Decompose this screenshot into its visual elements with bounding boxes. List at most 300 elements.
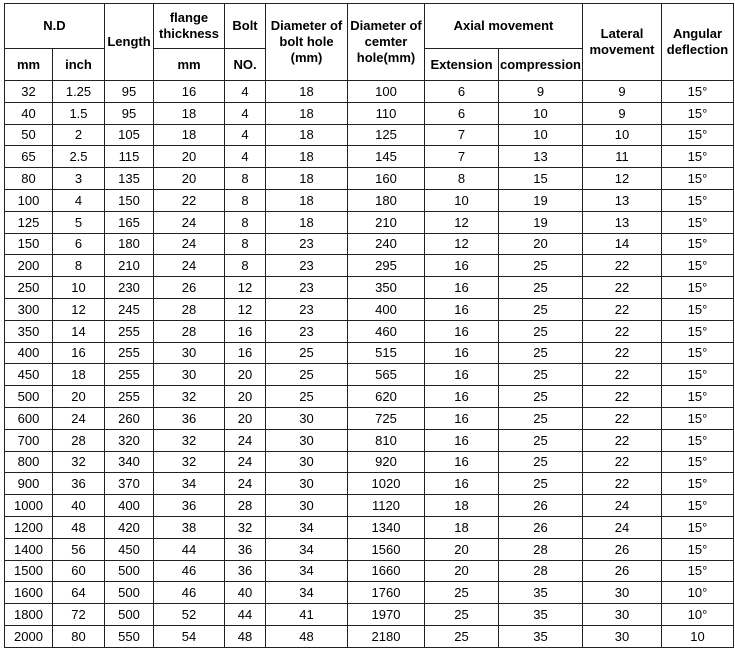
table-row (5, 516, 734, 538)
cell-axial-compression: 25 (499, 386, 583, 408)
table-row (5, 538, 734, 560)
cell-axial-extension: 7 (425, 146, 499, 168)
cell-lateral-movement: 26 (583, 560, 662, 582)
header-axial-movement: Axial movement (425, 4, 583, 49)
cell-center-hole-diameter: 1760 (348, 582, 425, 604)
cell-angular-deflection: 15° (662, 342, 734, 364)
cell-bolt-hole-diameter: 48 (266, 625, 348, 647)
cell-length: 135 (105, 168, 154, 190)
cell-angular-deflection: 15° (662, 320, 734, 342)
table-header (5, 4, 734, 81)
cell-flange-thickness: 36 (154, 495, 225, 517)
table-row (5, 560, 734, 582)
cell-axial-compression: 25 (499, 451, 583, 473)
table-row (5, 625, 734, 647)
cell-bolt-hole-diameter: 18 (266, 211, 348, 233)
cell-axial-compression: 10 (499, 124, 583, 146)
cell-angular-deflection: 15° (662, 538, 734, 560)
cell-axial-extension: 25 (425, 582, 499, 604)
cell-nd-mm: 300 (5, 298, 53, 320)
cell-nd-inch: 60 (53, 560, 105, 582)
cell-axial-compression: 25 (499, 429, 583, 451)
cell-flange-thickness: 46 (154, 582, 225, 604)
cell-bolt-count: 20 (225, 386, 266, 408)
table-row (5, 189, 734, 211)
cell-axial-extension: 10 (425, 189, 499, 211)
cell-axial-extension: 25 (425, 625, 499, 647)
cell-center-hole-diameter: 180 (348, 189, 425, 211)
cell-bolt-count: 40 (225, 582, 266, 604)
cell-bolt-count: 4 (225, 81, 266, 103)
cell-nd-mm: 1000 (5, 495, 53, 517)
cell-length: 255 (105, 386, 154, 408)
cell-axial-compression: 28 (499, 538, 583, 560)
cell-flange-thickness: 32 (154, 429, 225, 451)
cell-center-hole-diameter: 350 (348, 277, 425, 299)
cell-nd-inch: 80 (53, 625, 105, 647)
cell-bolt-hole-diameter: 23 (266, 298, 348, 320)
table-row (5, 298, 734, 320)
specification-table (4, 3, 734, 648)
cell-angular-deflection: 15° (662, 516, 734, 538)
cell-axial-compression: 35 (499, 625, 583, 647)
spec-table-container (4, 3, 734, 648)
cell-nd-mm: 1800 (5, 604, 53, 626)
cell-bolt-hole-diameter: 23 (266, 320, 348, 342)
cell-bolt-hole-diameter: 34 (266, 538, 348, 560)
cell-nd-inch: 40 (53, 495, 105, 517)
cell-center-hole-diameter: 515 (348, 342, 425, 364)
cell-lateral-movement: 22 (583, 255, 662, 277)
cell-bolt-count: 32 (225, 516, 266, 538)
cell-center-hole-diameter: 240 (348, 233, 425, 255)
cell-nd-mm: 80 (5, 168, 53, 190)
cell-axial-extension: 16 (425, 386, 499, 408)
cell-axial-extension: 16 (425, 407, 499, 429)
cell-lateral-movement: 9 (583, 102, 662, 124)
cell-nd-mm: 1400 (5, 538, 53, 560)
cell-axial-extension: 18 (425, 495, 499, 517)
cell-bolt-count: 16 (225, 342, 266, 364)
cell-lateral-movement: 26 (583, 538, 662, 560)
cell-axial-compression: 10 (499, 102, 583, 124)
cell-length: 420 (105, 516, 154, 538)
table-row (5, 124, 734, 146)
cell-axial-extension: 16 (425, 277, 499, 299)
table-row (5, 102, 734, 124)
cell-nd-mm: 250 (5, 277, 53, 299)
cell-center-hole-diameter: 1120 (348, 495, 425, 517)
cell-bolt-count: 8 (225, 255, 266, 277)
cell-flange-thickness: 30 (154, 364, 225, 386)
table-row (5, 342, 734, 364)
cell-length: 255 (105, 342, 154, 364)
cell-flange-thickness: 24 (154, 211, 225, 233)
cell-angular-deflection: 15° (662, 429, 734, 451)
cell-length: 500 (105, 604, 154, 626)
cell-length: 450 (105, 538, 154, 560)
cell-bolt-count: 8 (225, 189, 266, 211)
cell-nd-inch: 48 (53, 516, 105, 538)
cell-bolt-hole-diameter: 34 (266, 516, 348, 538)
cell-lateral-movement: 10 (583, 124, 662, 146)
table-row (5, 582, 734, 604)
cell-nd-mm: 800 (5, 451, 53, 473)
cell-length: 245 (105, 298, 154, 320)
cell-axial-compression: 25 (499, 255, 583, 277)
cell-bolt-count: 24 (225, 451, 266, 473)
cell-lateral-movement: 30 (583, 625, 662, 647)
cell-lateral-movement: 9 (583, 81, 662, 103)
cell-center-hole-diameter: 210 (348, 211, 425, 233)
cell-bolt-count: 48 (225, 625, 266, 647)
table-row (5, 81, 734, 103)
cell-flange-thickness: 34 (154, 473, 225, 495)
table-row (5, 277, 734, 299)
cell-flange-thickness: 30 (154, 342, 225, 364)
cell-lateral-movement: 30 (583, 582, 662, 604)
cell-flange-thickness: 44 (154, 538, 225, 560)
cell-angular-deflection: 10° (662, 604, 734, 626)
cell-flange-thickness: 54 (154, 625, 225, 647)
cell-axial-compression: 15 (499, 168, 583, 190)
table-row (5, 211, 734, 233)
cell-flange-thickness: 26 (154, 277, 225, 299)
cell-bolt-hole-diameter: 30 (266, 495, 348, 517)
cell-center-hole-diameter: 460 (348, 320, 425, 342)
cell-bolt-count: 24 (225, 429, 266, 451)
cell-bolt-hole-diameter: 18 (266, 146, 348, 168)
cell-axial-extension: 16 (425, 429, 499, 451)
cell-center-hole-diameter: 920 (348, 451, 425, 473)
cell-length: 210 (105, 255, 154, 277)
cell-bolt-hole-diameter: 30 (266, 451, 348, 473)
cell-nd-inch: 1.25 (53, 81, 105, 103)
cell-flange-thickness: 32 (154, 451, 225, 473)
cell-axial-compression: 28 (499, 560, 583, 582)
cell-nd-inch: 24 (53, 407, 105, 429)
cell-center-hole-diameter: 2180 (348, 625, 425, 647)
cell-bolt-hole-diameter: 25 (266, 386, 348, 408)
cell-lateral-movement: 22 (583, 277, 662, 299)
cell-bolt-hole-diameter: 34 (266, 582, 348, 604)
subheader-mm: mm (5, 49, 53, 81)
cell-axial-extension: 16 (425, 320, 499, 342)
cell-bolt-count: 24 (225, 473, 266, 495)
cell-angular-deflection: 15° (662, 124, 734, 146)
cell-bolt-count: 4 (225, 124, 266, 146)
cell-lateral-movement: 13 (583, 211, 662, 233)
cell-axial-compression: 19 (499, 211, 583, 233)
cell-lateral-movement: 22 (583, 342, 662, 364)
cell-angular-deflection: 15° (662, 189, 734, 211)
table-row (5, 320, 734, 342)
cell-nd-inch: 64 (53, 582, 105, 604)
cell-bolt-hole-diameter: 18 (266, 168, 348, 190)
cell-length: 500 (105, 560, 154, 582)
cell-lateral-movement: 22 (583, 429, 662, 451)
cell-bolt-count: 4 (225, 102, 266, 124)
cell-lateral-movement: 22 (583, 473, 662, 495)
cell-axial-compression: 9 (499, 81, 583, 103)
cell-axial-extension: 25 (425, 604, 499, 626)
cell-nd-mm: 500 (5, 386, 53, 408)
cell-angular-deflection: 15° (662, 298, 734, 320)
cell-lateral-movement: 22 (583, 364, 662, 386)
cell-lateral-movement: 24 (583, 495, 662, 517)
cell-axial-extension: 8 (425, 168, 499, 190)
cell-axial-compression: 19 (499, 189, 583, 211)
cell-angular-deflection: 15° (662, 560, 734, 582)
cell-bolt-hole-diameter: 34 (266, 560, 348, 582)
cell-lateral-movement: 30 (583, 604, 662, 626)
header-bolt: Bolt (225, 4, 266, 49)
cell-nd-mm: 1500 (5, 560, 53, 582)
cell-nd-mm: 125 (5, 211, 53, 233)
cell-angular-deflection: 15° (662, 386, 734, 408)
cell-bolt-count: 8 (225, 233, 266, 255)
cell-length: 255 (105, 320, 154, 342)
cell-angular-deflection: 15° (662, 81, 734, 103)
cell-nd-mm: 50 (5, 124, 53, 146)
cell-flange-thickness: 24 (154, 233, 225, 255)
header-diameter-bolt-hole: Diameter of bolt hole (mm) (266, 4, 348, 81)
cell-nd-inch: 6 (53, 233, 105, 255)
cell-nd-mm: 350 (5, 320, 53, 342)
cell-angular-deflection: 15° (662, 364, 734, 386)
cell-axial-compression: 35 (499, 582, 583, 604)
cell-nd-mm: 65 (5, 146, 53, 168)
header-length: Length (105, 4, 154, 81)
cell-lateral-movement: 22 (583, 451, 662, 473)
cell-lateral-movement: 13 (583, 189, 662, 211)
cell-center-hole-diameter: 400 (348, 298, 425, 320)
cell-nd-mm: 400 (5, 342, 53, 364)
cell-bolt-hole-diameter: 23 (266, 255, 348, 277)
cell-lateral-movement: 14 (583, 233, 662, 255)
table-row (5, 146, 734, 168)
cell-bolt-count: 8 (225, 211, 266, 233)
subheader-inch: inch (53, 49, 105, 81)
cell-axial-compression: 20 (499, 233, 583, 255)
cell-axial-compression: 25 (499, 364, 583, 386)
cell-center-hole-diameter: 620 (348, 386, 425, 408)
cell-bolt-hole-diameter: 23 (266, 277, 348, 299)
table-row (5, 407, 734, 429)
cell-length: 340 (105, 451, 154, 473)
cell-axial-extension: 18 (425, 516, 499, 538)
cell-flange-thickness: 32 (154, 386, 225, 408)
cell-angular-deflection: 15° (662, 102, 734, 124)
table-row (5, 364, 734, 386)
cell-center-hole-diameter: 1340 (348, 516, 425, 538)
cell-length: 95 (105, 102, 154, 124)
cell-nd-mm: 700 (5, 429, 53, 451)
cell-bolt-count: 44 (225, 604, 266, 626)
cell-bolt-hole-diameter: 30 (266, 429, 348, 451)
cell-lateral-movement: 11 (583, 146, 662, 168)
cell-axial-extension: 12 (425, 211, 499, 233)
cell-angular-deflection: 10° (662, 582, 734, 604)
cell-lateral-movement: 12 (583, 168, 662, 190)
cell-nd-inch: 3 (53, 168, 105, 190)
cell-length: 320 (105, 429, 154, 451)
header-nd: N.D (5, 4, 105, 49)
cell-center-hole-diameter: 145 (348, 146, 425, 168)
cell-bolt-count: 12 (225, 298, 266, 320)
cell-axial-compression: 13 (499, 146, 583, 168)
table-body (5, 81, 734, 648)
cell-flange-thickness: 38 (154, 516, 225, 538)
cell-bolt-hole-diameter: 30 (266, 407, 348, 429)
cell-nd-inch: 18 (53, 364, 105, 386)
cell-nd-mm: 450 (5, 364, 53, 386)
cell-angular-deflection: 15° (662, 255, 734, 277)
cell-center-hole-diameter: 110 (348, 102, 425, 124)
cell-center-hole-diameter: 1020 (348, 473, 425, 495)
cell-nd-inch: 56 (53, 538, 105, 560)
cell-nd-inch: 28 (53, 429, 105, 451)
subheader-flange-unit: mm (154, 49, 225, 81)
cell-bolt-hole-diameter: 18 (266, 189, 348, 211)
cell-bolt-hole-diameter: 18 (266, 102, 348, 124)
cell-axial-compression: 25 (499, 320, 583, 342)
cell-axial-compression: 25 (499, 473, 583, 495)
cell-bolt-count: 8 (225, 168, 266, 190)
cell-axial-extension: 16 (425, 342, 499, 364)
cell-axial-compression: 26 (499, 495, 583, 517)
cell-axial-compression: 25 (499, 407, 583, 429)
cell-nd-inch: 36 (53, 473, 105, 495)
cell-bolt-count: 20 (225, 364, 266, 386)
table-row (5, 451, 734, 473)
cell-length: 105 (105, 124, 154, 146)
cell-flange-thickness: 20 (154, 168, 225, 190)
cell-nd-inch: 14 (53, 320, 105, 342)
cell-angular-deflection: 15° (662, 407, 734, 429)
cell-axial-extension: 6 (425, 102, 499, 124)
header-angular-deflection: Angular deflection (662, 4, 734, 81)
cell-center-hole-diameter: 810 (348, 429, 425, 451)
cell-flange-thickness: 18 (154, 102, 225, 124)
cell-bolt-hole-diameter: 25 (266, 342, 348, 364)
cell-nd-mm: 100 (5, 189, 53, 211)
table-row (5, 429, 734, 451)
cell-nd-inch: 32 (53, 451, 105, 473)
cell-bolt-count: 4 (225, 146, 266, 168)
cell-axial-extension: 6 (425, 81, 499, 103)
cell-flange-thickness: 18 (154, 124, 225, 146)
table-row (5, 473, 734, 495)
cell-nd-inch: 4 (53, 189, 105, 211)
table-row (5, 168, 734, 190)
cell-axial-extension: 16 (425, 451, 499, 473)
cell-center-hole-diameter: 725 (348, 407, 425, 429)
cell-lateral-movement: 22 (583, 298, 662, 320)
cell-nd-inch: 2 (53, 124, 105, 146)
cell-length: 260 (105, 407, 154, 429)
table-row (5, 233, 734, 255)
table-row (5, 255, 734, 277)
cell-angular-deflection: 15° (662, 495, 734, 517)
cell-nd-inch: 12 (53, 298, 105, 320)
cell-nd-inch: 72 (53, 604, 105, 626)
cell-axial-extension: 16 (425, 473, 499, 495)
cell-bolt-hole-diameter: 25 (266, 364, 348, 386)
cell-angular-deflection: 15° (662, 146, 734, 168)
cell-lateral-movement: 24 (583, 516, 662, 538)
table-row (5, 386, 734, 408)
header-diameter-center-hole: Diameter of cemter hole(mm) (348, 4, 425, 81)
cell-nd-inch: 10 (53, 277, 105, 299)
cell-nd-mm: 40 (5, 102, 53, 124)
cell-nd-inch: 5 (53, 211, 105, 233)
cell-angular-deflection: 15° (662, 233, 734, 255)
header-lateral-movement: Lateral movement (583, 4, 662, 81)
cell-axial-extension: 12 (425, 233, 499, 255)
cell-length: 500 (105, 582, 154, 604)
cell-length: 180 (105, 233, 154, 255)
cell-bolt-count: 36 (225, 560, 266, 582)
subheader-compression: compression (499, 49, 583, 81)
cell-length: 255 (105, 364, 154, 386)
cell-lateral-movement: 22 (583, 407, 662, 429)
cell-axial-extension: 16 (425, 298, 499, 320)
cell-flange-thickness: 24 (154, 255, 225, 277)
cell-axial-extension: 16 (425, 255, 499, 277)
subheader-extension: Extension (425, 49, 499, 81)
table-row (5, 495, 734, 517)
cell-center-hole-diameter: 565 (348, 364, 425, 386)
cell-axial-extension: 20 (425, 538, 499, 560)
cell-flange-thickness: 36 (154, 407, 225, 429)
cell-nd-mm: 600 (5, 407, 53, 429)
cell-center-hole-diameter: 160 (348, 168, 425, 190)
cell-nd-inch: 1.5 (53, 102, 105, 124)
cell-bolt-hole-diameter: 30 (266, 473, 348, 495)
cell-flange-thickness: 28 (154, 320, 225, 342)
cell-flange-thickness: 20 (154, 146, 225, 168)
cell-bolt-count: 20 (225, 407, 266, 429)
cell-axial-compression: 25 (499, 298, 583, 320)
cell-length: 400 (105, 495, 154, 517)
cell-axial-extension: 20 (425, 560, 499, 582)
cell-bolt-count: 28 (225, 495, 266, 517)
cell-bolt-hole-diameter: 18 (266, 124, 348, 146)
cell-angular-deflection: 10 (662, 625, 734, 647)
cell-bolt-hole-diameter: 18 (266, 81, 348, 103)
cell-nd-mm: 900 (5, 473, 53, 495)
cell-angular-deflection: 15° (662, 451, 734, 473)
cell-length: 230 (105, 277, 154, 299)
cell-center-hole-diameter: 1660 (348, 560, 425, 582)
cell-angular-deflection: 15° (662, 211, 734, 233)
cell-bolt-hole-diameter: 41 (266, 604, 348, 626)
cell-nd-inch: 16 (53, 342, 105, 364)
cell-center-hole-diameter: 1970 (348, 604, 425, 626)
cell-axial-compression: 26 (499, 516, 583, 538)
cell-nd-mm: 32 (5, 81, 53, 103)
cell-center-hole-diameter: 295 (348, 255, 425, 277)
cell-axial-compression: 35 (499, 604, 583, 626)
cell-nd-mm: 1600 (5, 582, 53, 604)
header-flange-thickness: flange thickness (154, 4, 225, 49)
cell-nd-inch: 8 (53, 255, 105, 277)
cell-bolt-count: 36 (225, 538, 266, 560)
cell-axial-extension: 16 (425, 364, 499, 386)
cell-center-hole-diameter: 125 (348, 124, 425, 146)
cell-lateral-movement: 22 (583, 320, 662, 342)
